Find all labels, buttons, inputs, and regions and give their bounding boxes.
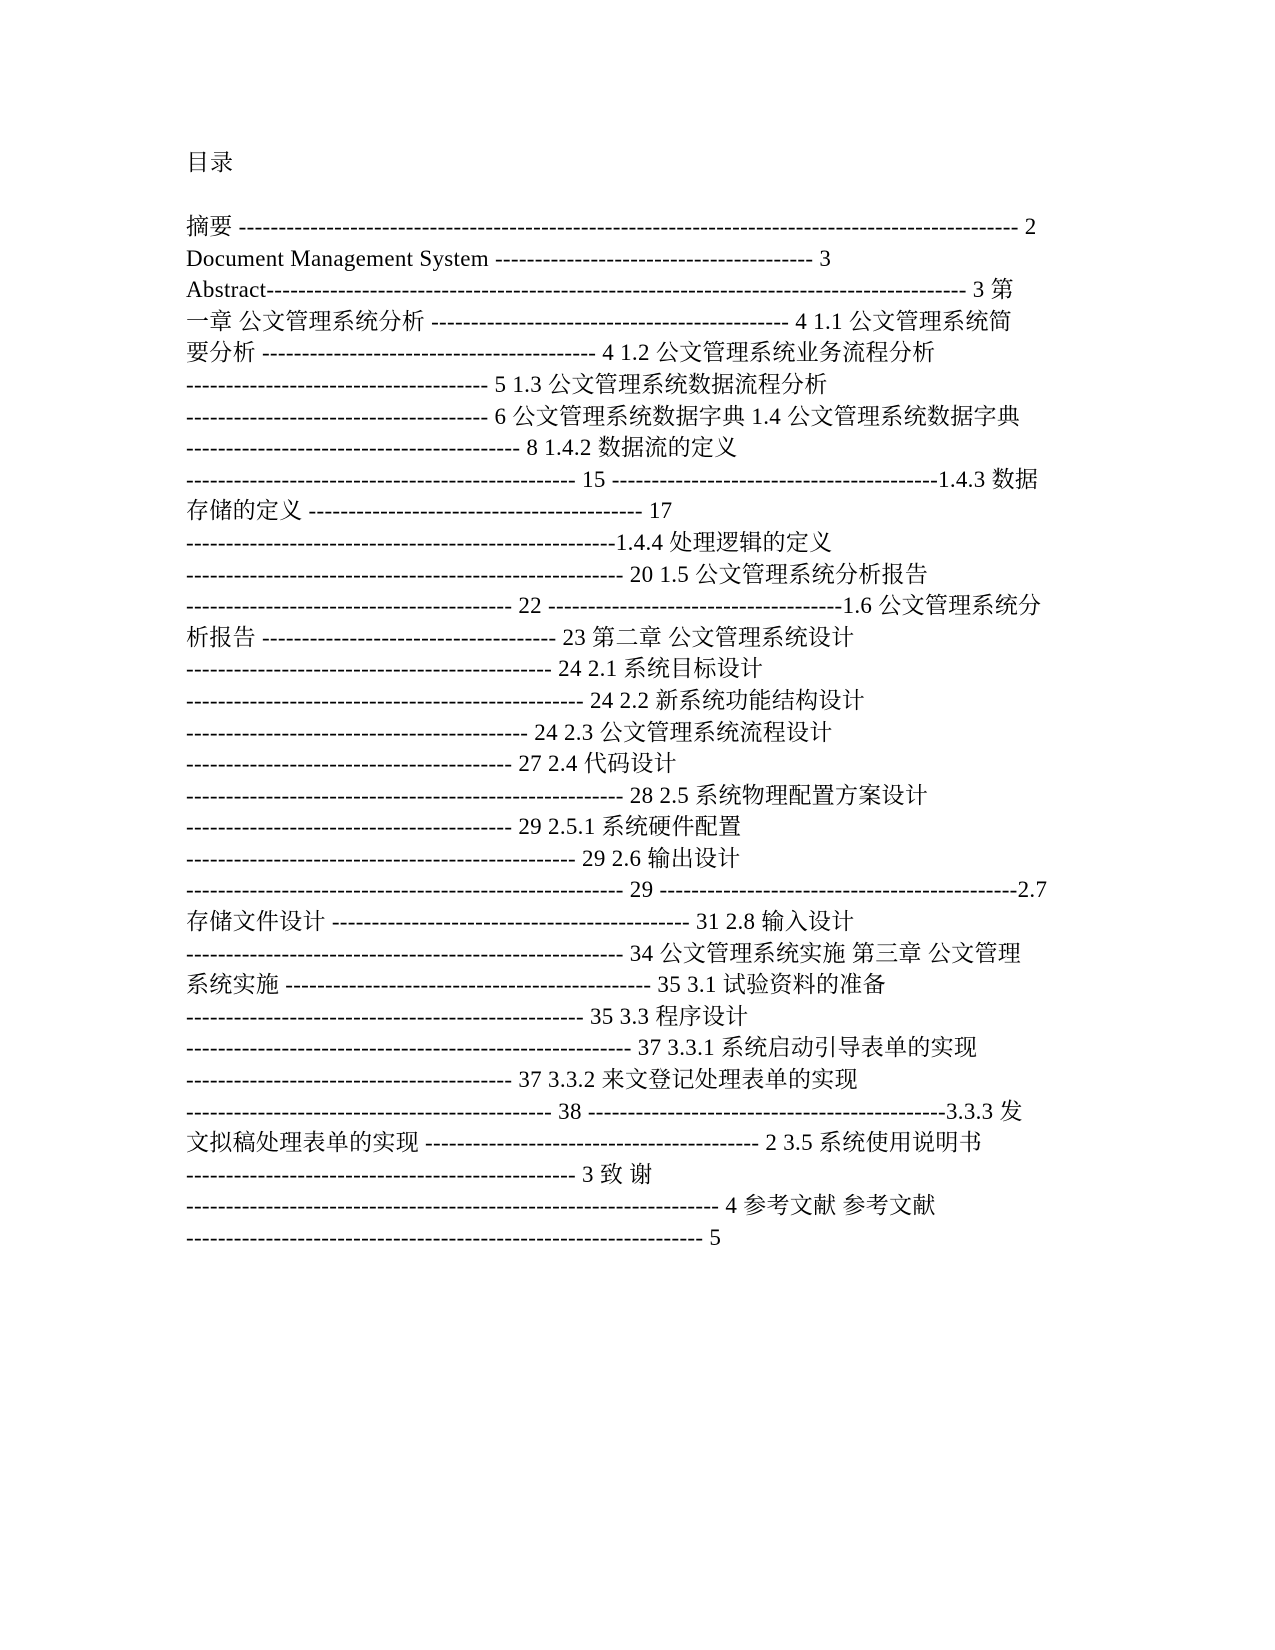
toc-line: ------------------------------------------------- 3 致 谢 bbox=[186, 1161, 653, 1187]
toc-line: 存储文件设计 --------------------------------------------- 31 2.8 输入设计 bbox=[186, 909, 855, 935]
toc-line: 摘要 -------------------------------------------------------------------------------------------------- 2 bbox=[186, 214, 1037, 239]
table-of-contents bbox=[186, 211, 1086, 1254]
toc-line: -------------------------------------------------- 24 2.2 新系统功能结构设计 bbox=[186, 687, 866, 713]
toc-line: ------------------------------------------------- 29 2.6 输出设计 bbox=[186, 845, 741, 871]
toc-line: -------------------------------------- 6 公文管理系统数据字典 1.4 公文管理系统数据字典 bbox=[186, 403, 1021, 429]
toc-line: -------------------------------------- 5 1.3 公文管理系统数据流程分析 bbox=[186, 371, 828, 397]
toc-line: ------------------------------------------------------- 20 1.5 公文管理系统分析报告 bbox=[186, 561, 929, 587]
toc-line: 存储的定义 ------------------------------------------ 17 bbox=[186, 498, 673, 524]
toc-line: ---------------------------------------------- 38 ---------------------------------------------3.3.3 发 bbox=[186, 1098, 1023, 1124]
toc-line: ------------------------------------------- 24 2.3 公文管理系统流程设计 bbox=[186, 719, 833, 745]
toc-line: ---------------------------------------------- 24 2.1 系统目标设计 bbox=[186, 656, 764, 682]
toc-line: Document Management System ---------------------------------------- 3 bbox=[186, 245, 832, 271]
toc-line: ----------------------------------------- 27 2.4 代码设计 bbox=[186, 751, 677, 777]
toc-line: ------------------------------------------------------- 28 2.5 系统物理配置方案设计 bbox=[186, 782, 929, 808]
toc-line: 系统实施 ---------------------------------------------- 35 3.1 试验资料的准备 bbox=[186, 972, 886, 998]
toc-line: ----------------------------------------- 37 3.3.2 来文登记处理表单的实现 bbox=[186, 1067, 858, 1093]
toc-line: 析报告 ------------------------------------- 23 第二章 公文管理系统设计 bbox=[186, 624, 855, 650]
toc-line: -------------------------------------------------- 35 3.3 程序设计 bbox=[186, 1003, 749, 1029]
toc-line: ------------------------------------------------- 15 -----------------------------------------1.4.3 数据 bbox=[186, 466, 1039, 492]
toc-line: 要分析 ------------------------------------------ 4 1.2 公文管理系统业务流程分析 bbox=[186, 340, 936, 366]
toc-line: 文拟稿处理表单的实现 ------------------------------------------ 2 3.5 系统使用说明书 bbox=[186, 1130, 983, 1156]
toc-title: 目录 bbox=[186, 150, 234, 175]
toc-line: ------------------------------------------------------------------- 4 参考文献 参考文献 bbox=[186, 1193, 936, 1219]
toc-line: ------------------------------------------ 8 1.4.2 数据流的定义 bbox=[186, 435, 738, 461]
toc-line: ------------------------------------------------------- 29 ---------------------------------------------2.7 bbox=[186, 877, 1048, 903]
toc-line: ------------------------------------------------------- 34 公文管理系统实施 第三章 公文管理 bbox=[186, 940, 1022, 966]
toc-line: ----------------------------------------- 22 -------------------------------------1.6 公文管理系统分 bbox=[186, 593, 1042, 619]
toc-line: -------------------------------------------------------- 37 3.3.1 系统启动引导表单的实现 bbox=[186, 1035, 978, 1061]
toc-line: 一章 公文管理系统分析 --------------------------------------------- 4 1.1 公文管理系统简 bbox=[186, 308, 1012, 334]
toc-line: ----------------------------------------------------------------- 5 bbox=[186, 1225, 722, 1250]
toc-line: ------------------------------------------------------1.4.4 处理逻辑的定义 bbox=[186, 529, 833, 555]
toc-line: ----------------------------------------- 29 2.5.1 系统硬件配置 bbox=[186, 814, 742, 840]
toc-line: Abstract---------------------------------------------------------------------------------------- 3 第 bbox=[186, 277, 1014, 303]
